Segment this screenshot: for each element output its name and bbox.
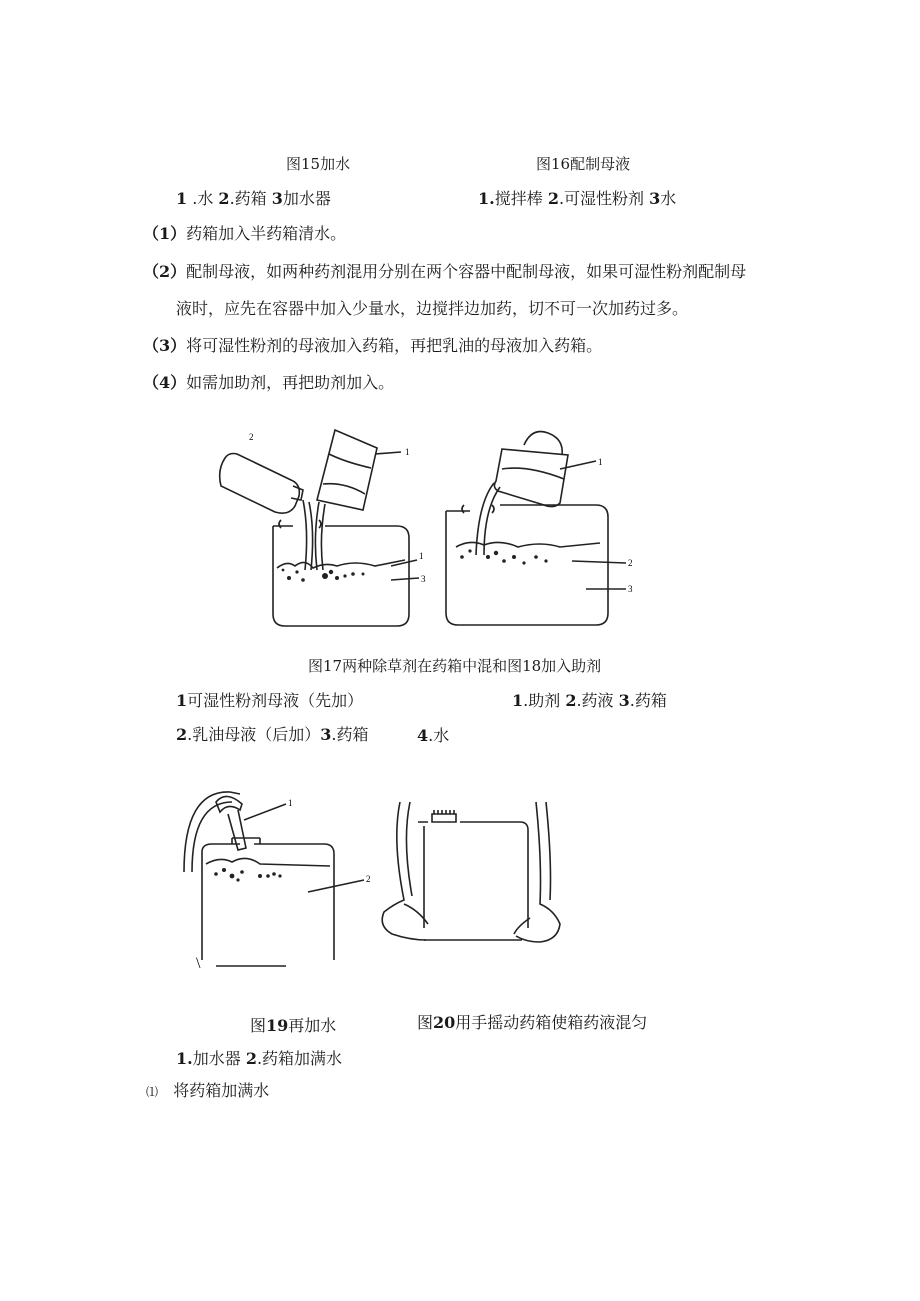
fig19-illustration (180, 780, 380, 970)
fig18-label-3: 3 (628, 584, 633, 594)
fig19-label-2: 2 (366, 874, 371, 884)
fig17-illustration (205, 420, 445, 635)
fig16-legend: 1.搅拌棒 2.可湿性粉剂 3水 (478, 189, 677, 208)
fig17-legend-line1: 1可湿性粉剂母液（先加） (176, 691, 364, 710)
step-1: （1）药箱加入半药箱清水。 (143, 224, 347, 243)
fig19-caption: 图19再加水 (250, 1016, 337, 1035)
fig17-18-caption: 图17两种除草剂在药箱中混和图18加入助剂 (308, 657, 602, 675)
step-4: （4）如需加助剂，再把助剂加入。 (143, 373, 395, 392)
fig18-label-1: 1 (598, 457, 603, 467)
fig19-label-1: 1 (288, 798, 293, 808)
fig20-illustration (370, 800, 570, 960)
final-step: ⑴ 将药箱加满水 (146, 1081, 270, 1100)
fig15-legend: 1 .水 2.药箱 3加水器 (176, 189, 331, 208)
fig17-label-3: 3 (421, 574, 426, 584)
fig17-legend-line2-item4: 4.水 (417, 726, 450, 745)
fig19-legend: 1.加水器 2.药箱加满水 (176, 1049, 343, 1068)
step-3: （3）将可湿性粉剂的母液加入药箱，再把乳油的母液加入药箱。 (143, 336, 603, 355)
fig17-label-1a: 1 (405, 447, 410, 457)
fig15-caption: 图15加水 (286, 155, 351, 173)
fig17-label-2: 2 (249, 432, 254, 442)
fig18-legend: 1.助剂 2.药液 3.药箱 (512, 691, 667, 710)
fig18-illustration (440, 425, 650, 635)
fig17-legend-line2: 2.乳油母液（后加）3.药箱 (176, 725, 369, 744)
fig16-caption: 图16配制母液 (536, 155, 631, 173)
fig19-stray-mark: \ (196, 955, 201, 972)
fig20-caption: 图20用手摇动药箱使箱药液混匀 (417, 1013, 648, 1032)
step-2: （2）配制母液，如两种药剂混用分别在两个容器中配制母液，如果可湿性粉剂配制母 (143, 262, 747, 281)
fig18-label-2: 2 (628, 558, 633, 568)
step-2-continued: 液时，应先在容器中加入少量水，边搅拌边加药，切不可一次加药过多。 (176, 299, 689, 318)
final-step-number: ⑴ (146, 1085, 159, 1099)
fig17-label-1b: 1 (419, 551, 424, 561)
